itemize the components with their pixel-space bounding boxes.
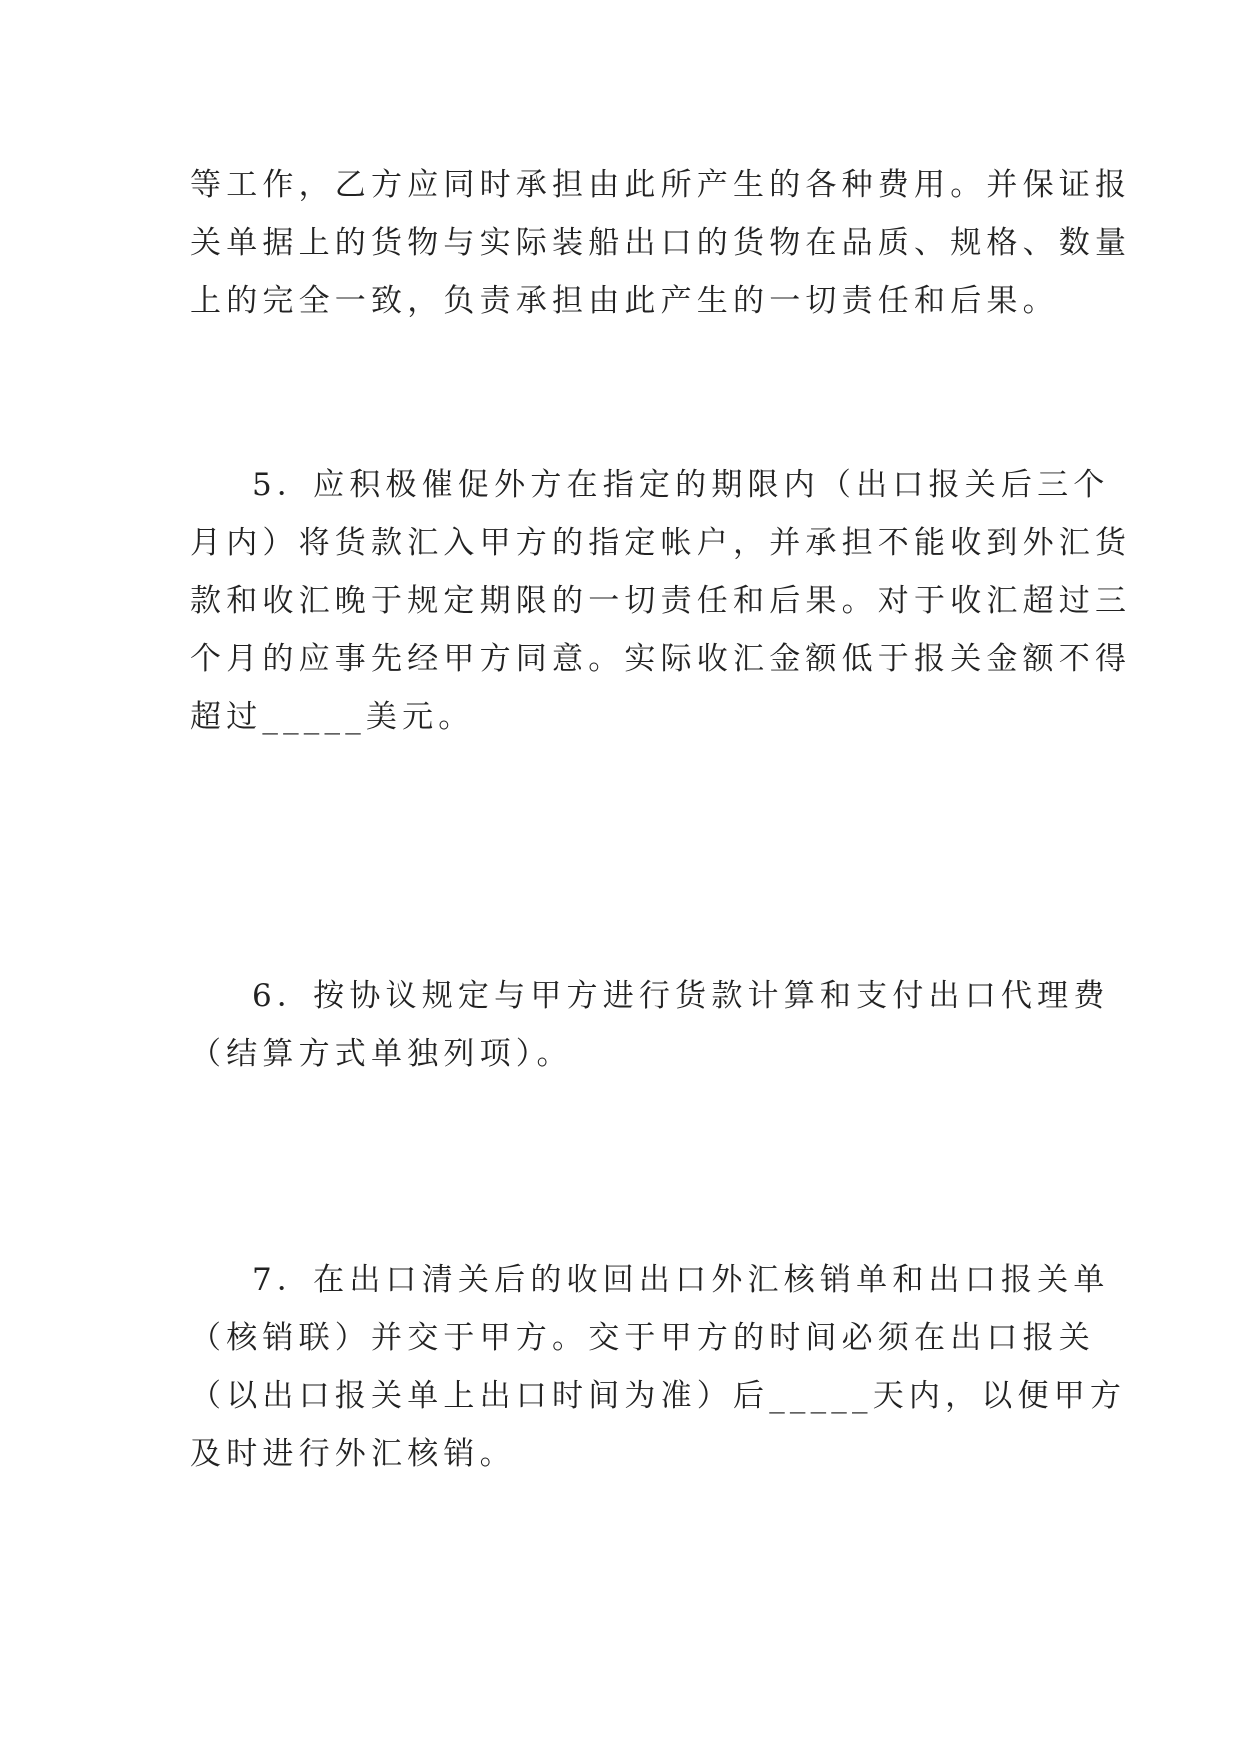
paragraph-item-7 <box>190 1251 1127 1483</box>
text-line: 5．应积极催促外方在指定的期限内（出口报关后三个 <box>252 467 1110 503</box>
text-line: 款和收汇晚于规定期限的一切责任和后果。对于收汇超过三 <box>190 583 1132 619</box>
text-line: 等工作，乙方应同时承担由此所产生的各种费用。并保证报 <box>190 167 1132 203</box>
text-line: 6．按协议规定与甲方进行货款计算和支付出口代理费 <box>252 978 1110 1014</box>
text-line: 及时进行外汇核销。 <box>190 1436 516 1472</box>
text-line: 上的完全一致，负责承担由此产生的一切责任和后果。 <box>190 283 1059 319</box>
text-line: 关单据上的货物与实际装船出口的货物在品质、规格、数量 <box>190 225 1132 261</box>
text-line: 7．在出口清关后的收回出口外汇核销单和出口报关单 <box>252 1262 1110 1298</box>
paragraph-continuation <box>190 156 1132 330</box>
text-line: 月内）将货款汇入甲方的指定帐户，并承担不能收到外汇货 <box>190 525 1132 561</box>
text-line: 个月的应事先经甲方同意。实际收汇金额低于报关金额不得 <box>190 641 1132 677</box>
text-line: （核销联）并交于甲方。交于甲方的时间必须在出口报关 <box>190 1320 1095 1356</box>
text-line: 超过_____美元。 <box>190 699 475 735</box>
text-line: （结算方式单独列项）。 <box>190 1036 573 1072</box>
text-line: （以出口报关单上出口时间为准）后_____天内，以便甲方 <box>190 1378 1127 1414</box>
paragraph-item-6 <box>190 967 1110 1083</box>
paragraph-item-5 <box>190 456 1132 746</box>
